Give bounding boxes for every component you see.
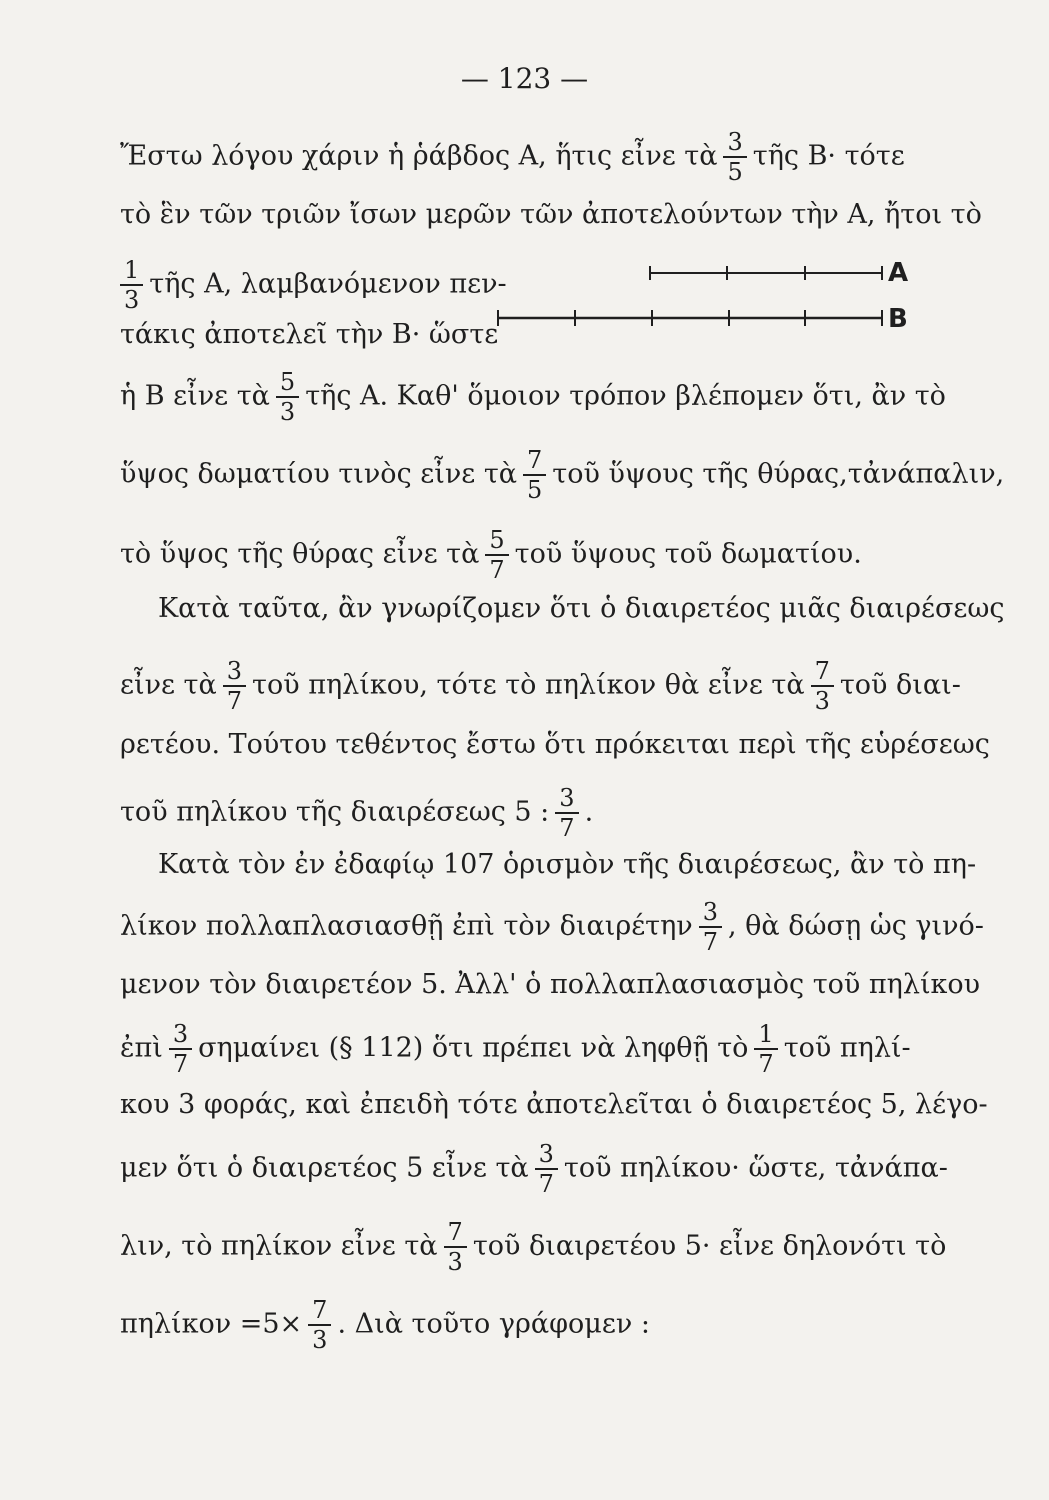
fraction: $\frac{5}{7}$ <box>485 526 508 584</box>
text-line: ἡ Β εἶνε τὰ $\frac{5}{3}$ τῆς Α. Καθ' ὅμοιον τρόπον βλέπομεν ὅτι, ἂν τὸ <box>120 368 946 426</box>
fraction: $\frac{3}{7}$ <box>555 784 578 842</box>
fraction: $\frac{3}{7}$ <box>169 1020 192 1078</box>
fraction: $\frac{1}{3}$ <box>120 256 143 314</box>
segment-a <box>650 266 882 280</box>
fraction: $\frac{5}{3}$ <box>276 368 299 426</box>
fraction: $\frac{7}{3}$ <box>308 1296 331 1354</box>
segment-b <box>498 310 882 326</box>
text-line: κου 3 φοράς, καὶ ἐπειδὴ τότε ἀποτελεῖται ὁ διαιρετέος 5, λέγο- <box>120 1089 988 1120</box>
text-line: τὸ ἓν τῶν τριῶν ἴσων μερῶν τῶν ἀποτελούντων τὴν Α, ἤτοι τὸ <box>120 199 982 230</box>
fraction: $\frac{3}{7}$ <box>223 657 246 715</box>
fraction: $\frac{7}{5}$ <box>523 446 546 504</box>
segment-figure <box>490 255 910 335</box>
text-line: ἐπὶ $\frac{3}{7}$ σημαίνει (§ 112) ὅτι πρέπει νὰ ληφθῇ τὸ $\frac{1}{7}$ τοῦ πηλί- <box>120 1020 911 1078</box>
fraction: $\frac{3}{5}$ <box>723 128 746 186</box>
fraction: $\frac{7}{3}$ <box>444 1218 467 1276</box>
segment-label-b: B <box>888 304 908 334</box>
text-line: τοῦ πηλίκου τῆς διαιρέσεως 5 : $\frac{3}{7}$ . <box>120 784 594 842</box>
text-line: μεν ὅτι ὁ διαιρετέος 5 εἶνε τὰ $\frac{3}{7}$ τοῦ πηλίκου· ὥστε, τἀνάπα- <box>120 1140 948 1198</box>
text-line: Κατὰ τὸν ἐν ἐδαφίῳ 107 ὁρισμὸν τῆς διαιρέσεως, ἂν τὸ πη- <box>158 849 977 880</box>
fraction: $\frac{3}{7}$ <box>535 1140 558 1198</box>
text-line: Ἔστω λόγου χάριν ἡ ῥάβδος Α, ἥτις εἶνε τὰ $\frac{3}{5}$ τῆς Β· τότε <box>120 128 905 186</box>
text-line: τὸ ὕψος τῆς θύρας εἶνε τὰ $\frac{5}{7}$ τοῦ ὕψους τοῦ δωματίου. <box>120 526 862 584</box>
text-line: τάκις ἀποτελεῖ τὴν Β· ὥστε <box>120 319 499 350</box>
fraction: $\frac{3}{7}$ <box>699 898 722 956</box>
fraction: $\frac{7}{3}$ <box>811 657 834 715</box>
segment-label-a: A <box>888 258 909 288</box>
text-line: μενον τὸν διαιρετέον 5. Ἀλλ' ὁ πολλαπλασιασμὸς τοῦ πηλίκου <box>120 969 981 1000</box>
text-line: Κατὰ ταῦτα, ἂν γνωρίζομεν ὅτι ὁ διαιρετέος μιᾶς διαιρέσεως <box>158 593 1005 624</box>
fraction: $\frac{1}{7}$ <box>754 1020 777 1078</box>
text-line: πηλίκον =5× $\frac{7}{3}$ . Διὰ τοῦτο γράφομεν : <box>120 1296 650 1354</box>
text-line: λιν, τὸ πηλίκον εἶνε τὰ $\frac{7}{3}$ τοῦ διαιρετέου 5· εἶνε δηλονότι τὸ <box>120 1218 947 1276</box>
text-line: λίκον πολλαπλασιασθῇ ἐπὶ τὸν διαιρέτην $\frac{3}{7}$ , θὰ δώσῃ ὡς γινό- <box>120 898 984 956</box>
text-line: ὕψος δωματίου τινὸς εἶνε τὰ $\frac{7}{5}$ τοῦ ὕψους τῆς θύρας,τἀνάπαλιν, <box>120 446 1005 504</box>
page-number: — 123 — <box>460 62 589 95</box>
text-line: $\frac{1}{3}$ τῆς Α, λαμβανόμενον πεν- <box>120 256 507 314</box>
text-line: ρετέου. Τούτου τεθέντος ἔστω ὅτι πρόκειται περὶ τῆς εὑρέσεως <box>120 729 990 760</box>
text-line: εἶνε τὰ $\frac{3}{7}$ τοῦ πηλίκου, τότε τὸ πηλίκον θὰ εἶνε τὰ $\frac{7}{3}$ τοῦ διαι- <box>120 657 961 715</box>
